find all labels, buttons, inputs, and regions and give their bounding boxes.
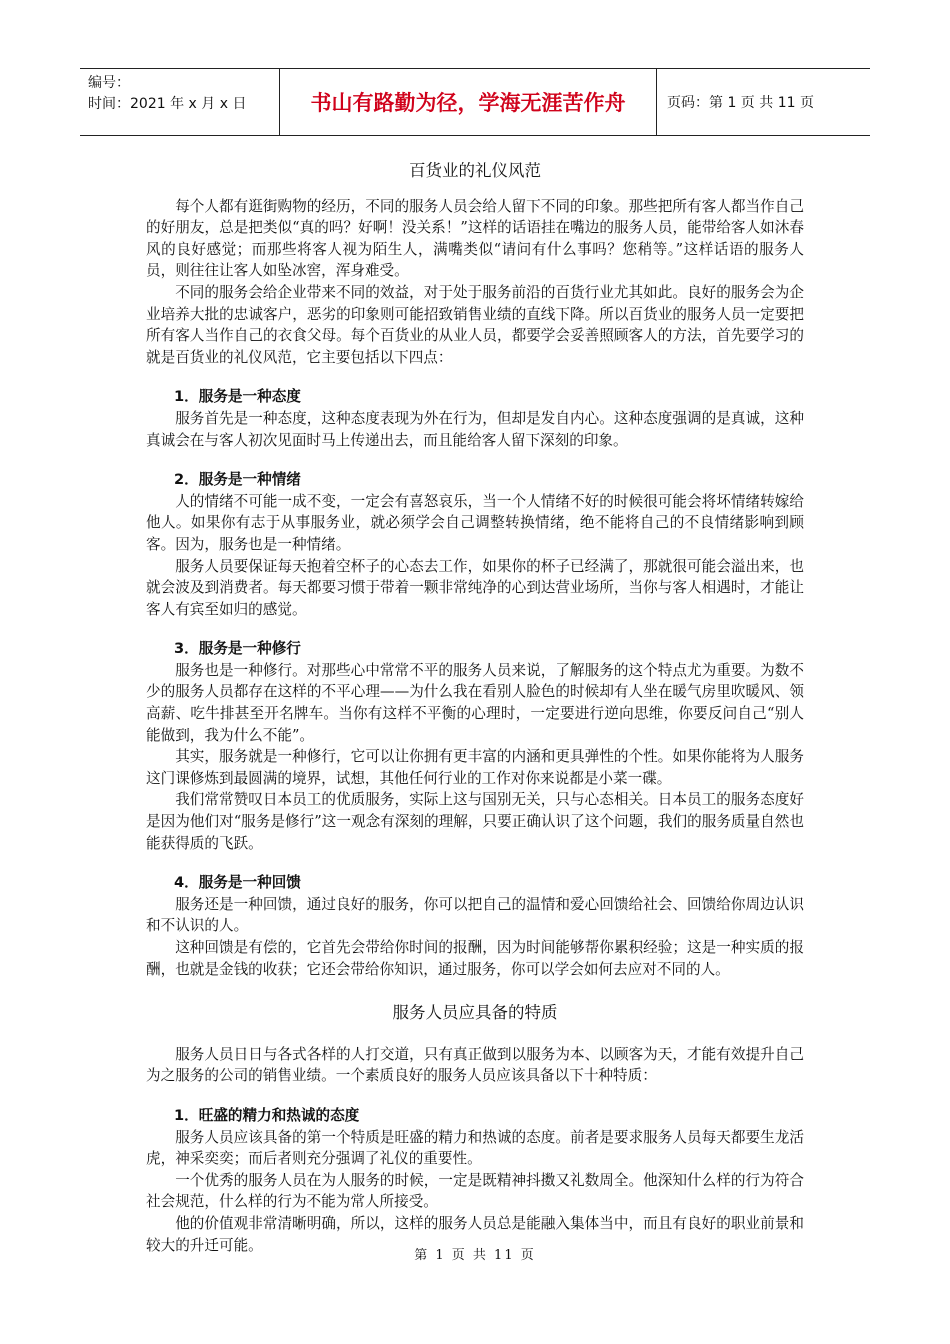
article-title: 服务人员应具备的特质 — [392, 1003, 558, 1023]
paragraph: 这种回馈是有偿的，它首先会带给你时间的报酬，因为时间能够帮你累积经验；这是一种实质的报酬，也就是金钱的收获；它还会带给你知识，通过服务，你可以学会如何去应对不同的人。 — [146, 939, 804, 978]
date-line: 时间：2021 年 x 月 x 日 — [88, 96, 247, 112]
paragraph: 服务也是一种修行。对那些心中常常不平的服务人员来说，了解服务的这个特点尤为重要。为数不少的服务人员都存在这样的不平心理——为什么我在看别人脸色的时候却有人坐在暖气房里吹暖风、领高薪、吃牛排甚至开名牌车。当你有这样不平衡的心理时，一定要进行逆向思维，你要反问自己“别人能做到，我为什么不能”。 — [146, 661, 804, 744]
paragraph: 服务还是一种回馈，通过良好的服务，你可以把自己的温情和爱心回馈给社会、回馈给你周边认识和不认识的人。 — [146, 895, 804, 935]
section-heading: 1．旺盛的精力和热诚的态度 — [174, 1106, 360, 1124]
paragraph: 服务人员应该具备的第一个特质是旺盛的精力和热诚的态度。前者是要求服务人员每天都要生龙活虎，神采奕奕；而后者则充分强调了礼仪的重要性。 — [146, 1128, 804, 1168]
paragraph: 其实，服务就是一种修行，它可以让你拥有更丰富的内涵和更具弹性的个性。如果你能将为人服务这门课修炼到最圆满的境界，试想，其他任何行业的工作对你来说都是小菜一碟。 — [146, 748, 804, 787]
section-heading: 1．服务是一种态度 — [174, 388, 301, 406]
paragraph: 一个优秀的服务人员在为人服务的时候，一定是既精神抖擞又礼数周全。他深知什么样的行为符合社会规范，什么样的行为不能为常人所接受。 — [146, 1171, 804, 1211]
code-label: 编号： — [88, 75, 130, 91]
section-heading: 3．服务是一种修行 — [174, 640, 301, 658]
page-footer: 第 1 页 共 11 页 — [414, 1248, 536, 1263]
document-body — [146, 150, 804, 1256]
section-heading: 2．服务是一种情绪 — [174, 471, 301, 489]
paragraph: 不同的服务会给企业带来不同的效益，对于处于服务前沿的百货行业尤其如此。良好的服务会为企业培养大批的忠诚客户，恶劣的印象则可能招致销售业绩的直线下降。所以百货业的服务人员一定要把所有客人当作自己的衣食父母。每个百货业的从业人员，都要学会妥善照顾客人的方法，首先要学习的就是百货业的礼仪风范，它主要包括以下四点： — [146, 283, 804, 366]
paragraph: 我们常常赞叹日本员工的优质服务，实际上这与国别无关，只与心态相关。日本员工的服务态度好是因为他们对“服务是修行”这一观念有深刻的理解，只要正确认识了这个问题，我们的服务质量自然也能获得质的飞跃。 — [146, 791, 804, 852]
article-title: 百货业的礼仪风范 — [409, 161, 541, 180]
page-header — [80, 68, 870, 136]
header-page-info: 页码：第 1 页 共 11 页 — [667, 95, 814, 111]
paragraph: 每个人都有逛街购物的经历，不同的服务人员会给人留下不同的印象。那些把所有客人都当作自己的好朋友，总是把类似“真的吗？好啊！没关系！”这样的话语挂在嘴边的服务人员，能带给客人如沐春风的良好感觉；而那些将客人视为陌生人，满嘴类似“请问有什么事吗？您稍等。”这样话语的服务人员，则往往让客人如坠冰窖，浑身难受。 — [146, 197, 804, 280]
header-motto: 书山有路勤为径，学海无涯苦作舟 — [280, 69, 657, 135]
paragraph: 人的情绪不可能一成不变，一定会有喜怒哀乐，当一个人情绪不好的时候很可能会将坏情绪转嫁给他人。如果你有志于从事服务业，就必须学会自己调整转换情绪，绝不能将自己的不良情绪影响到顾客。因为，服务也是一种情绪。 — [146, 492, 804, 553]
paragraph: 服务首先是一种态度，这种态度表现为外在行为，但却是发自内心。这种态度强调的是真诚，这种真诚会在与客人初次见面时马上传递出去，而且能给客人留下深刻的印象。 — [146, 409, 804, 449]
paragraph: 他的价值观非常清晰明确，所以，这样的服务人员总是能融入集体当中，而且有良好的职业前景和较大的升迁可能。 — [146, 1214, 804, 1254]
paragraph: 服务人员要保证每天抱着空杯子的心态去工作，如果你的杯子已经满了，那就很可能会溢出来，也就会波及到消费者。每天都要习惯于带着一颗非常纯净的心到达营业场所，当你与客人相遇时，才能让客人有宾至如归的感觉。 — [146, 557, 804, 618]
header-meta — [80, 69, 280, 135]
paragraph: 服务人员日日与各式各样的人打交道，只有真正做到以服务为本、以顾客为天，才能有效提升自己为之服务的公司的销售业绩。一个素质良好的服务人员应该具备以下十种特质： — [146, 1045, 804, 1085]
section-heading: 4．服务是一种回馈 — [174, 874, 301, 892]
